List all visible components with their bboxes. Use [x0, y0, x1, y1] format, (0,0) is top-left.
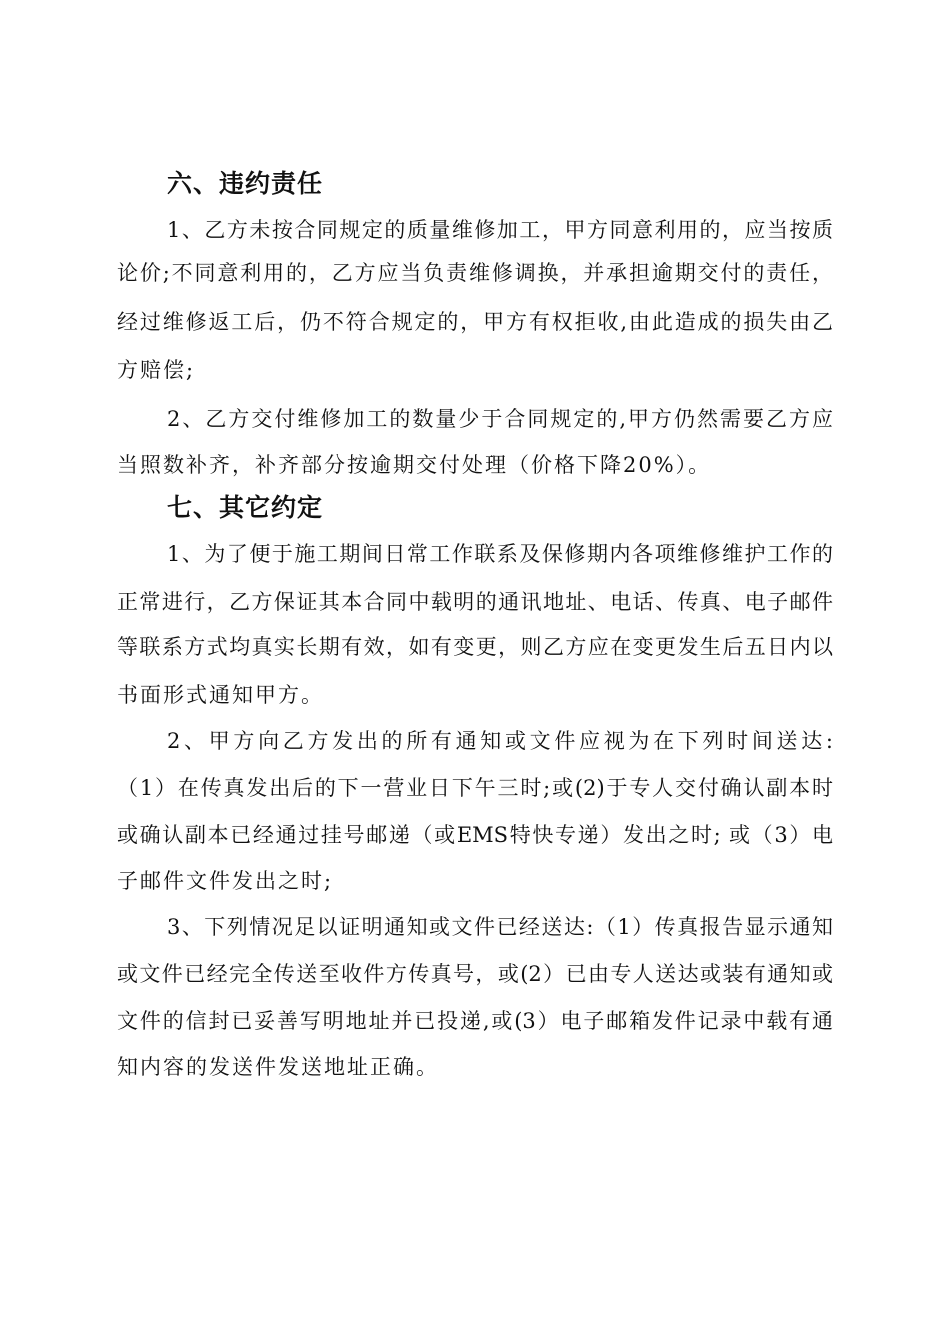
paragraph-line: 书面形式通知甲方。 [117, 683, 324, 707]
paragraph-line: 论价;不同意利用的，乙方应当负责维修调换，并承担逾期交付的责任， [117, 261, 833, 285]
paragraph-line: 3、下列情况足以证明通知或文件已经送达:（1）传真报告显示通知 [167, 915, 833, 939]
paragraph-line: 经过维修返工后，仍不符合规定的，甲方有权拒收,由此造成的损失由乙 [117, 310, 833, 334]
paragraph-line: （1）在传真发出后的下一营业日下午三时;或(2)于专人交付确认副本时 [117, 776, 833, 800]
section-heading-breach-liability: 六、违约责任 [167, 169, 324, 198]
paragraph-line: 或文件已经完全传送至收件方传真号，或(2）已由专人送达或装有通知或 [117, 962, 833, 986]
paragraph-line: 正常进行，乙方保证其本合同中载明的通讯地址、电话、传真、电子邮件 [117, 590, 833, 614]
paragraph-line: 或确认副本已经通过挂号邮递（或EMS特快专递）发出之时; 或（3）电 [117, 823, 833, 847]
paragraph-line: 1、为了便于施工期间日常工作联系及保修期内各项维修维护工作的 [167, 542, 833, 566]
paragraph-line: 等联系方式均真实长期有效，如有变更，则乙方应在变更发生后五日内以 [117, 635, 833, 659]
paragraph-line: 子邮件文件发出之时; [117, 869, 334, 893]
paragraph-line: 2、甲方向乙方发出的所有通知或文件应视为在下列时间送达: [167, 729, 833, 753]
paragraph-line: 当照数补齐，补齐部分按逾期交付处理（价格下降20%）。 [117, 453, 712, 477]
paragraph-line: 文件的信封已妥善写明地址并已投递,或(3）电子邮箱发件记录中载有通 [117, 1009, 833, 1033]
paragraph-line: 知内容的发送件发送地址正确。 [117, 1055, 439, 1079]
paragraph-line: 1、乙方未按合同规定的质量维修加工，甲方同意利用的，应当按质 [167, 218, 833, 242]
paragraph-line: 2、乙方交付维修加工的数量少于合同规定的,甲方仍然需要乙方应 [167, 407, 833, 431]
section-heading-other-provisions: 七、其它约定 [167, 493, 324, 522]
paragraph-line: 方赔偿; [117, 358, 196, 382]
